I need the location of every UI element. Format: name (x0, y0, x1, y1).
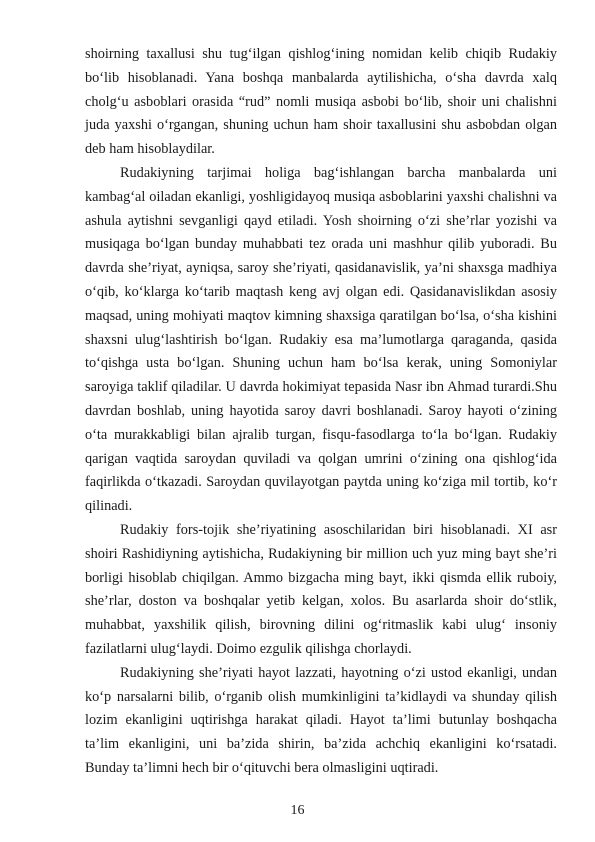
paragraph-2: Rudakiyning tarjimai holiga bag‘ishlangan barcha manbalarda uni kambag‘al oiladan ekanligi, yoshligidayoq musiqa asboblarini yaxshi chalishni va ashula aytishni sevganligi qayd etiladi. Yosh shoirning o‘zi she’rlar yozishi va musiqaga bo‘lgan bunday muhabbati tez orada uni mashhur qilib yuboradi. Bu davrda she’riyat, ayniqsa, saroy she’riyati, qasidanavislik, ya’ni shaxsga madhiya o‘qib, ko‘klarga ko‘tarib maqtash keng avj olgan edi. Qasidanavislikdan asosiy maqsad, uning mohiyati maqtov kimning shaxsiga qaratilgan bo‘lsa, o‘sha kishini shaxsni ulug‘lashtirish bo‘lgan. Rudakiy esa ma’lumotlarga qaraganda, qasida to‘qishga usta bo‘lgan. Shuning uchun ham bo‘lsa kerak, uning Somoniylar saroyiga taklif qiladilar. U davrda hokimiyat tepasida Nasr ibn Ahmad turardi.Shu davrdan boshlab, uning hayotida saroy davri boshlanadi. Saroy hayoti o‘zining o‘ta murakkabligi bilan ajralib turgan, fisqu-fasodlarga to‘la bo‘lgan. Rudakiy qarigan vaqtida saroydan quviladi va qolgan umrini o‘zining ona qishlog‘ida faqirlikda o‘tkazadi. Saroydan quvilayotgan paytda uning ko‘ziga mil tortib, ko‘r qilinadi. (85, 164, 557, 515)
paragraph-3: Rudakiy fors-tojik she’riyatining asoschilaridan biri hisoblanadi. XI asr shoiri Rashidiyning aytishicha, Rudakiyning bir million uch yuz ming bayt she’ri borligi hisoblab chiqilgan. Ammo bizgacha ming bayt, ikki qismda ellik ruboiy, she’rlar, doston va boshqalar yetib kelgan, xolos. Bu asarlarda shoir do‘stlik, muhabbat, yaxshilik qilish, birovning dilini og‘ritmaslik kabi ulug‘ insoniy fazilatlarni ulug‘laydi. Doimo ezgulik qilishga chorlaydi. (85, 521, 557, 657)
paragraph-1: shoirning taxallusi shu tug‘ilgan qishlog‘ining nomidan kelib chiqib Rudakiy bo‘lib hisoblanadi. Yana boshqa manbalarda aytilishicha, o‘sha davrda xalq cholg‘u asboblari orasida “rud” nomli musiqa asbobi bo‘lib, shoir uni chalishni juda yaxshi o‘rgangan, shuning uchun ham shoir taxallusini shu asbobdan olgan deb ham hisoblaydilar. (85, 46, 557, 158)
paragraph-4: Rudakiyning she’riyati hayot lazzati, hayotning o‘zi ustod ekanligi, undan ko‘p narsalarni bilib, o‘rganib olish mumkinligini ta’kidlaydi va shunday qilish lozim ekanligini uqtirishga harakat qiladi. Hayot ta’limi butunlay boshqacha ta’lim ekanligini, uni ba’zida shirin, ba’zida achchiq ekanligini ko‘rsatadi. Bunday ta’limni hech bir o‘qituvchi bera olmasligini uqtiradi. (85, 664, 557, 776)
document-page (85, 43, 557, 781)
page-number: 16 (290, 803, 305, 818)
